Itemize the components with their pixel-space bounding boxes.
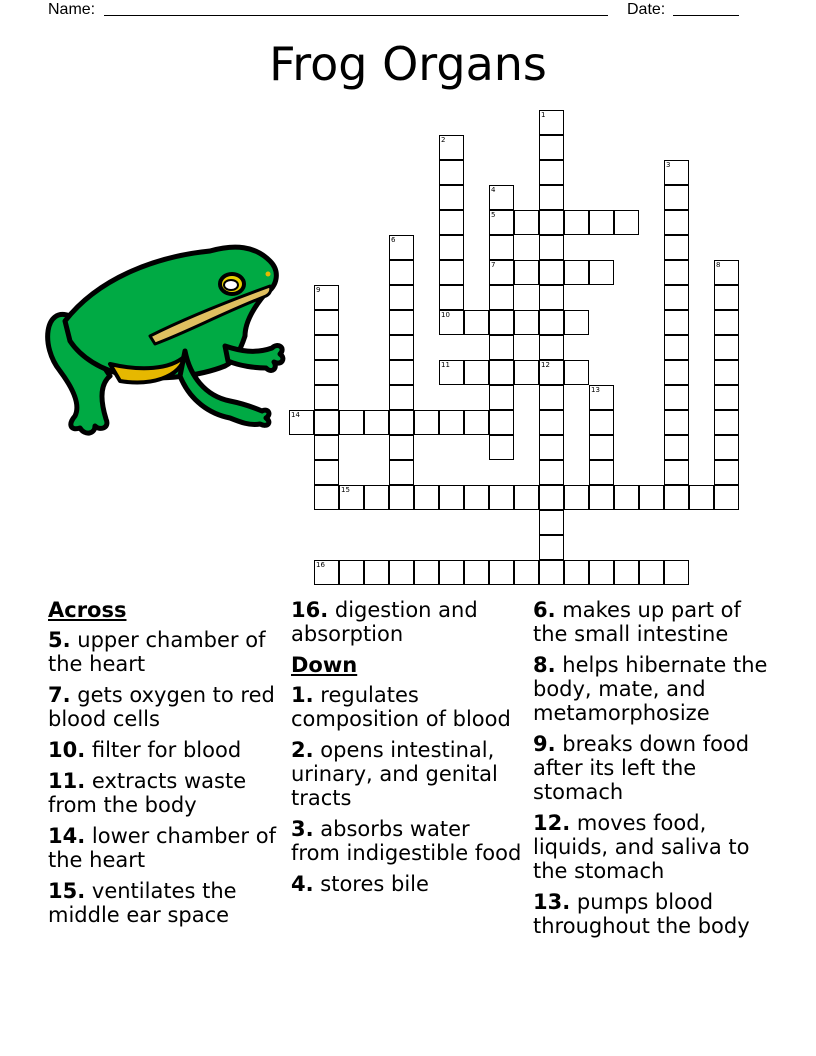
- crossword-cell[interactable]: [439, 560, 464, 585]
- crossword-cell[interactable]: [314, 285, 339, 310]
- crossword-cell[interactable]: [314, 335, 339, 360]
- crossword-cell[interactable]: [514, 260, 539, 285]
- crossword-cell[interactable]: [589, 435, 614, 460]
- down-heading: Down: [291, 653, 358, 677]
- crossword-cell[interactable]: [539, 160, 564, 185]
- crossword-cell[interactable]: [389, 310, 414, 335]
- crossword-cell[interactable]: [489, 410, 514, 435]
- crossword-cell[interactable]: [464, 485, 489, 510]
- crossword-cell[interactable]: [539, 210, 564, 235]
- clue-number: 8: [716, 261, 721, 269]
- clue-number: 5: [491, 211, 496, 219]
- crossword-cell[interactable]: [389, 360, 414, 385]
- crossword-cell[interactable]: [589, 260, 614, 285]
- crossword-cell[interactable]: [539, 485, 564, 510]
- crossword-cell[interactable]: [439, 185, 464, 210]
- across-clue-7: 7. gets oxygen to red blood cells: [48, 683, 275, 731]
- crossword-cell[interactable]: [439, 235, 464, 260]
- clue-number: 14: [291, 411, 300, 419]
- crossword-cell[interactable]: [439, 160, 464, 185]
- crossword-cell[interactable]: [664, 260, 689, 285]
- crossword-cell[interactable]: [664, 485, 689, 510]
- crossword-cell[interactable]: [539, 235, 564, 260]
- crossword-cell[interactable]: [389, 435, 414, 460]
- crossword-cell[interactable]: [589, 485, 614, 510]
- crossword-cell[interactable]: [714, 385, 739, 410]
- crossword-cell[interactable]: [714, 260, 739, 285]
- crossword-cell[interactable]: [514, 485, 539, 510]
- crossword-cell[interactable]: [464, 310, 489, 335]
- crossword-cell[interactable]: [539, 560, 564, 585]
- crossword-cell[interactable]: [539, 535, 564, 560]
- crossword-cell[interactable]: [364, 560, 389, 585]
- crossword-cell[interactable]: [714, 410, 739, 435]
- crossword-cell[interactable]: [564, 310, 589, 335]
- across-clue-16: 16. digestion and absorption: [291, 598, 478, 646]
- crossword-cell[interactable]: [539, 185, 564, 210]
- crossword-cell[interactable]: [314, 310, 339, 335]
- crossword-cell[interactable]: [339, 560, 364, 585]
- crossword-cell[interactable]: [439, 485, 464, 510]
- crossword-cell[interactable]: [714, 460, 739, 485]
- crossword-cell[interactable]: [564, 210, 589, 235]
- crossword-cell[interactable]: [489, 285, 514, 310]
- clue-number: 12: [541, 361, 550, 369]
- across-clue-15: 15. ventilates the middle ear space: [48, 879, 237, 927]
- crossword-cell[interactable]: [714, 310, 739, 335]
- crossword-cell[interactable]: [664, 385, 689, 410]
- crossword-cell[interactable]: [514, 210, 539, 235]
- down-clue-13: 13. pumps blood throughout the body: [533, 890, 750, 938]
- crossword-cell[interactable]: [314, 385, 339, 410]
- crossword-cell[interactable]: [564, 485, 589, 510]
- crossword-cell[interactable]: [314, 485, 339, 510]
- crossword-cell[interactable]: [689, 485, 714, 510]
- crossword-cell[interactable]: [714, 360, 739, 385]
- clues-column-2: [291, 598, 523, 903]
- down-clue-9: 9. breaks down food after its left the stomach: [533, 732, 750, 804]
- crossword-cell[interactable]: [489, 485, 514, 510]
- crossword-cell[interactable]: [464, 560, 489, 585]
- crossword-cell[interactable]: [389, 485, 414, 510]
- crossword-cell[interactable]: [389, 560, 414, 585]
- down-clue-12: 12. moves food, liquids, and saliva to the stomach: [533, 811, 750, 883]
- crossword-cell[interactable]: [439, 260, 464, 285]
- crossword-cell[interactable]: [489, 310, 514, 335]
- crossword-cell[interactable]: [539, 310, 564, 335]
- clue-number: 2: [441, 136, 446, 144]
- crossword-cell[interactable]: [539, 435, 564, 460]
- clue-number: 1: [541, 111, 546, 119]
- crossword-cell[interactable]: [314, 360, 339, 385]
- crossword-cell[interactable]: [614, 560, 639, 585]
- crossword-cell[interactable]: [514, 310, 539, 335]
- crossword-cell[interactable]: [664, 560, 689, 585]
- crossword-cell[interactable]: [664, 310, 689, 335]
- across-clue-11: 11. extracts waste from the body: [48, 769, 247, 817]
- page-title: Frog Organs: [269, 37, 547, 91]
- crossword-cell[interactable]: [314, 435, 339, 460]
- crossword-cell[interactable]: [539, 285, 564, 310]
- crossword-cell[interactable]: [539, 385, 564, 410]
- crossword-cell[interactable]: [489, 210, 514, 235]
- across-clue-5: 5. upper chamber of the heart: [48, 628, 266, 676]
- crossword-cell[interactable]: [439, 285, 464, 310]
- crossword-cell[interactable]: [539, 360, 564, 385]
- crossword-cell[interactable]: [664, 410, 689, 435]
- crossword-cell[interactable]: [539, 460, 564, 485]
- crossword-cell[interactable]: [714, 485, 739, 510]
- crossword-cell[interactable]: [389, 410, 414, 435]
- clue-number: 11: [441, 361, 450, 369]
- crossword-cell[interactable]: [389, 385, 414, 410]
- crossword-cell[interactable]: [489, 435, 514, 460]
- crossword-cell[interactable]: [564, 260, 589, 285]
- down-clue-6: 6. makes up part of the small intestine: [533, 598, 741, 646]
- crossword-cell[interactable]: [439, 310, 464, 335]
- clue-number: 15: [341, 486, 350, 494]
- crossword-cell[interactable]: [539, 335, 564, 360]
- crossword-cell[interactable]: [589, 410, 614, 435]
- clue-number: 16: [316, 561, 325, 569]
- crossword-cell[interactable]: [489, 185, 514, 210]
- crossword-cell[interactable]: [339, 410, 364, 435]
- crossword-cell[interactable]: [664, 335, 689, 360]
- crossword-cell[interactable]: [314, 460, 339, 485]
- crossword-cell[interactable]: [364, 410, 389, 435]
- down-clue-2: 2. opens intestinal, urinary, and genital tracts: [291, 738, 498, 810]
- crossword-cell[interactable]: [589, 210, 614, 235]
- crossword-cell[interactable]: [389, 285, 414, 310]
- crossword-cell[interactable]: [439, 135, 464, 160]
- clue-number: 4: [491, 186, 496, 194]
- clue-number: 3: [666, 161, 671, 169]
- crossword-cell[interactable]: [489, 335, 514, 360]
- crossword-cell[interactable]: [714, 435, 739, 460]
- crossword-cell[interactable]: [589, 560, 614, 585]
- crossword-cell[interactable]: [539, 410, 564, 435]
- clue-number: 13: [591, 386, 600, 394]
- across-clue-14: 14. lower chamber of the heart: [48, 824, 276, 872]
- crossword-cell[interactable]: [364, 485, 389, 510]
- crossword-cell[interactable]: [664, 185, 689, 210]
- crossword-cell[interactable]: [664, 285, 689, 310]
- crossword-cell[interactable]: [639, 485, 664, 510]
- crossword-cell[interactable]: [489, 560, 514, 585]
- crossword-cell[interactable]: [414, 410, 439, 435]
- crossword-cell[interactable]: [389, 460, 414, 485]
- crossword-cell[interactable]: [664, 435, 689, 460]
- down-clue-3: 3. absorbs water from indigestible food: [291, 817, 522, 865]
- down-clue-1: 1. regulates composition of blood: [291, 683, 511, 731]
- crossword-cell[interactable]: [539, 135, 564, 160]
- crossword-cell[interactable]: [339, 485, 364, 510]
- crossword-cell[interactable]: [439, 360, 464, 385]
- crossword-cell[interactable]: [589, 385, 614, 410]
- crossword-cell[interactable]: [389, 260, 414, 285]
- date-label: Date:: [627, 1, 666, 18]
- clue-number: 7: [491, 261, 496, 269]
- down-clue-8: 8. helps hibernate the body, mate, and metamorphosize: [533, 653, 768, 725]
- crossword-cell[interactable]: [539, 260, 564, 285]
- crossword-cell[interactable]: [314, 560, 339, 585]
- crossword-cell[interactable]: [389, 235, 414, 260]
- crossword-cell[interactable]: [439, 410, 464, 435]
- crossword-cell[interactable]: [289, 410, 314, 435]
- crossword-cell[interactable]: [639, 560, 664, 585]
- crossword-cell[interactable]: [664, 235, 689, 260]
- crossword-cell[interactable]: [489, 235, 514, 260]
- crossword-cell[interactable]: [489, 260, 514, 285]
- crossword-cell[interactable]: [614, 485, 639, 510]
- crossword-cell[interactable]: [664, 460, 689, 485]
- clue-number: 9: [316, 286, 321, 294]
- crossword-cell[interactable]: [464, 410, 489, 435]
- clues-column-3: [533, 598, 773, 945]
- crossword-cell[interactable]: [539, 110, 564, 135]
- crossword-cell[interactable]: [714, 285, 739, 310]
- name-label: Name:: [48, 1, 96, 18]
- crossword-cell[interactable]: [514, 360, 539, 385]
- crossword-cell[interactable]: [664, 160, 689, 185]
- crossword-cell[interactable]: [664, 210, 689, 235]
- crossword-cell[interactable]: [564, 360, 589, 385]
- clue-number: 6: [391, 236, 396, 244]
- crossword-cell[interactable]: [414, 560, 439, 585]
- clues-column-1: [48, 598, 278, 934]
- down-clue-4: 4. stores bile: [291, 872, 429, 896]
- crossword-cell[interactable]: [539, 510, 564, 535]
- crossword-cell[interactable]: [489, 385, 514, 410]
- across-clue-10: 10. filter for blood: [48, 738, 242, 762]
- crossword-cell[interactable]: [714, 335, 739, 360]
- crossword-cell[interactable]: [589, 460, 614, 485]
- crossword-cell[interactable]: [564, 560, 589, 585]
- clue-number: 10: [441, 311, 450, 319]
- crossword-cell[interactable]: [414, 485, 439, 510]
- crossword-cell[interactable]: [464, 360, 489, 385]
- crossword-cell[interactable]: [389, 335, 414, 360]
- crossword-cell[interactable]: [439, 210, 464, 235]
- crossword-cell[interactable]: [614, 210, 639, 235]
- crossword-cell[interactable]: [514, 560, 539, 585]
- crossword-cell[interactable]: [314, 410, 339, 435]
- crossword-cell[interactable]: [664, 360, 689, 385]
- frog-illustration: [40, 236, 290, 466]
- across-heading: Across: [48, 598, 127, 622]
- crossword-cell[interactable]: [489, 360, 514, 385]
